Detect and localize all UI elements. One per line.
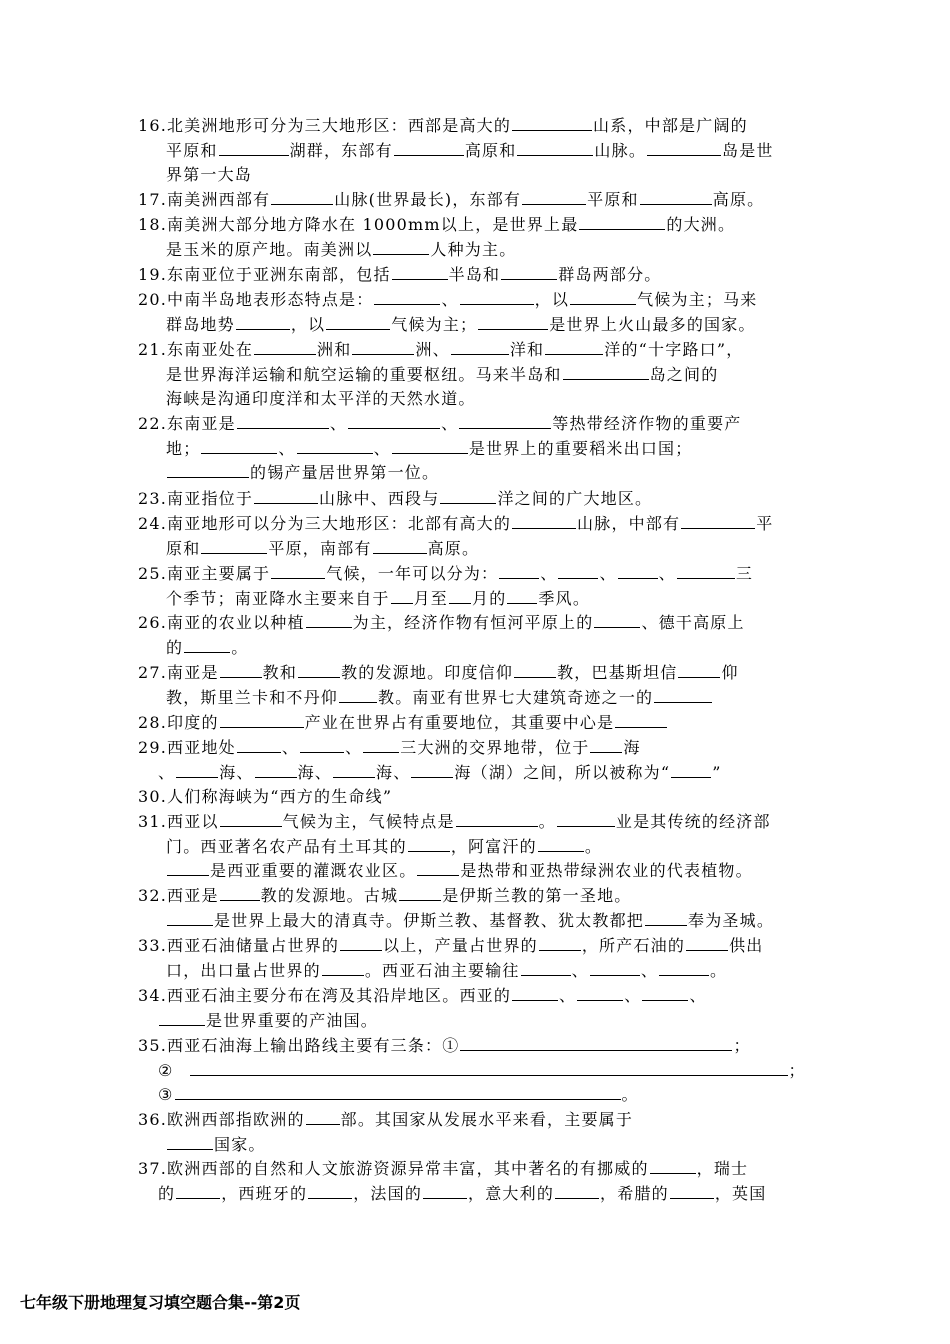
q18-text-3: 是玉米的原产地。南美洲以 xyxy=(166,239,373,259)
q20-text-2: 、 xyxy=(441,290,459,309)
q17-text-3: 平原和 xyxy=(587,190,639,209)
question-33 xyxy=(138,934,818,983)
q17-blank-2[interactable] xyxy=(522,189,586,205)
q22-text-1: 22.东南亚是 xyxy=(138,414,236,433)
q31-text-4: 业是其传统的经济部 xyxy=(615,812,771,831)
q28-text-1: 28.印度的 xyxy=(138,713,219,732)
q23-blank-1[interactable] xyxy=(254,488,318,504)
q31-text-6: ，阿富汗的 xyxy=(450,836,537,856)
q31-text-1: 31.西亚以 xyxy=(138,812,219,831)
q16-text-6: 山脉。 xyxy=(594,140,647,160)
q21-text-6: 是世界海洋运输和航空运输的重要枢纽。马来半岛和 xyxy=(166,364,562,384)
q24-blank-3[interactable] xyxy=(201,538,267,554)
q24-blank-4[interactable] xyxy=(373,538,427,554)
page-footer: 七年级下册地理复习填空题合集--第2页 xyxy=(20,1293,301,1312)
q18-text-4: 人种为主。 xyxy=(430,239,517,259)
q25-text-2: 气候，一年可以分为： xyxy=(326,564,499,583)
q29-text-8: 海、 xyxy=(297,762,333,782)
q37-text-8: ，英国 xyxy=(714,1183,767,1203)
q22-text-2: 、 xyxy=(329,414,348,433)
q23-text-3: 洋之间的广大地区。 xyxy=(497,489,653,508)
q29-blank-9[interactable] xyxy=(671,762,711,778)
question-17 xyxy=(138,188,818,213)
q32-text-1: 32.西亚是 xyxy=(138,886,219,905)
q20-blank-1[interactable] xyxy=(374,289,440,305)
q33-text-5: 口，出口量占世界的 xyxy=(166,960,321,980)
q35-blank-2[interactable] xyxy=(190,1060,788,1076)
q33-blank-3[interactable] xyxy=(686,935,728,951)
q29-text-1: 29.西亚地处 xyxy=(138,738,236,757)
q32-blank-1[interactable] xyxy=(220,885,260,901)
q16-blank-1[interactable] xyxy=(512,115,592,131)
q22-text-4: 等热带经济作物的重要产 xyxy=(552,414,742,433)
question-21 xyxy=(138,338,818,412)
q31-text-8: 是西亚重要的灌溉农业区。 xyxy=(210,861,417,881)
q24-text-6: 高原。 xyxy=(427,538,480,558)
q34-text-1: 34.西亚石油主要分布在湾及其沿岸地区。西亚的 xyxy=(138,986,512,1005)
q20-text-8: 是世界上火山最多的国家。 xyxy=(549,314,756,334)
q37-blank-5[interactable] xyxy=(555,1183,599,1199)
q20-text-3: ，以 xyxy=(534,290,570,309)
q18-blank-1[interactable] xyxy=(579,214,665,230)
q33-blank-7[interactable] xyxy=(659,960,709,976)
q17-blank-3[interactable] xyxy=(640,189,712,205)
q26-blank-3[interactable] xyxy=(184,637,230,653)
q22-text-7: 、 xyxy=(373,438,391,458)
q34-text-4: 、 xyxy=(689,986,707,1005)
question-31 xyxy=(138,810,818,884)
q30-text-1: 30.人们称海峡为“西方的生命线” xyxy=(138,787,393,806)
q27-blank-1[interactable] xyxy=(220,662,262,678)
q32-blank-3[interactable] xyxy=(167,910,213,926)
question-19 xyxy=(138,263,818,288)
q25-text-1: 25.南亚主要属于 xyxy=(138,564,271,583)
q29-text-5: 海 xyxy=(623,738,641,757)
q25-text-6: 三 xyxy=(735,564,754,583)
question-35 xyxy=(138,1034,818,1108)
q22-blank-4[interactable] xyxy=(201,438,277,454)
question-34 xyxy=(138,984,818,1033)
q22-text-6: 、 xyxy=(278,438,296,458)
q32-blank-2[interactable] xyxy=(399,885,441,901)
q31-text-5: 门。西亚著名农产品有土耳其的 xyxy=(166,836,407,856)
q16-text-8: 界第一大岛 xyxy=(166,165,253,185)
q31-blank-7[interactable] xyxy=(417,860,459,876)
q25-blank-8[interactable] xyxy=(507,588,537,604)
question-18 xyxy=(138,213,818,262)
q34-blank-1[interactable] xyxy=(512,985,558,1001)
q22-blank-1[interactable] xyxy=(237,413,329,429)
q34-text-5: 是世界重要的产油国。 xyxy=(206,1010,379,1030)
q33-text-4: 供出 xyxy=(729,936,764,955)
q27-blank-5[interactable] xyxy=(339,687,377,703)
q25-text-3: 、 xyxy=(540,564,558,583)
q33-text-8: 、 xyxy=(640,960,659,980)
q32-text-4: 是世界上最大的清真寺。伊斯兰教、基督教、犹太教都把 xyxy=(214,910,645,930)
q23-text-2: 山脉中、西段与 xyxy=(319,489,440,508)
q21-blank-5[interactable] xyxy=(563,364,649,380)
q24-blank-2[interactable] xyxy=(681,513,755,529)
q33-text-9: 。 xyxy=(710,960,728,980)
q37-blank-2[interactable] xyxy=(176,1183,220,1199)
q21-text-5: 洋的“十字路口”， xyxy=(604,340,744,359)
q18-text-2: 的大洲。 xyxy=(666,215,736,234)
question-16 xyxy=(138,114,818,188)
q37-text-7: ，希腊的 xyxy=(600,1183,669,1203)
q29-text-3: 、 xyxy=(345,738,363,757)
q29-text-10: 海（湖）之间，所以被称为“ xyxy=(454,762,671,782)
q25-text-7: 个季节；南亚降水主要来自于 xyxy=(166,588,390,608)
q31-blank-1[interactable] xyxy=(220,811,282,827)
q22-text-9: 的锡产量居世界第一位。 xyxy=(250,463,440,483)
q21-text-8: 海峡是沟通印度洋和太平洋的天然水道。 xyxy=(166,389,476,409)
q27-text-1: 27.南亚是 xyxy=(138,663,219,682)
q28-text-2: 产业在世界占有重要地位，其重要中心是 xyxy=(304,713,615,732)
q27-text-4: 教，巴基斯坦信 xyxy=(557,663,678,682)
q29-blank-4[interactable] xyxy=(590,737,622,753)
question-30 xyxy=(138,785,818,810)
question-27 xyxy=(138,661,818,710)
q16-blank-4[interactable] xyxy=(517,140,593,156)
q37-blank-6[interactable] xyxy=(670,1183,714,1199)
q27-text-3: 教的发源地。印度信仰 xyxy=(341,663,514,682)
q33-blank-1[interactable] xyxy=(340,935,382,951)
q25-blank-7[interactable] xyxy=(449,588,471,604)
q37-text-3: 的 xyxy=(158,1183,176,1203)
q34-text-3: 、 xyxy=(624,986,642,1005)
q20-text-4: 气候为主；马来 xyxy=(637,290,758,309)
q26-text-4: 的 xyxy=(166,637,184,657)
q29-blank-6[interactable] xyxy=(255,762,297,778)
q32-text-2: 教的发源地。古城 xyxy=(260,886,399,905)
q27-blank-4[interactable] xyxy=(678,662,720,678)
q20-text-7: 气候为主； xyxy=(391,314,478,334)
q35-text-2: ； xyxy=(733,1036,751,1055)
q19-text-1: 19.东南亚位于亚洲东南部，包括 xyxy=(138,265,391,284)
q29-blank-3[interactable] xyxy=(363,737,399,753)
q36-text-1: 36.欧洲西部指欧洲的 xyxy=(138,1110,305,1129)
q31-blank-6[interactable] xyxy=(167,860,209,876)
question-26 xyxy=(138,611,818,660)
q16-text-2: 山系，中部是广阔的 xyxy=(593,116,748,135)
q21-text-4: 洋和 xyxy=(509,340,545,359)
q25-blank-6[interactable] xyxy=(391,588,413,604)
q19-blank-1[interactable] xyxy=(392,264,448,280)
q25-blank-3[interactable] xyxy=(558,563,598,579)
question-20 xyxy=(138,288,818,337)
q21-blank-4[interactable] xyxy=(545,339,603,355)
q21-text-1: 21.东南亚处在 xyxy=(138,340,254,359)
q25-text-10: 季风。 xyxy=(538,588,591,608)
q24-text-1: 24.南亚地形可以分为三大地形区：北部有高大的 xyxy=(138,514,512,533)
q31-text-3: 。 xyxy=(538,812,556,831)
q36-blank-2[interactable] xyxy=(167,1134,213,1150)
q26-text-2: 为主，经济作物有恒河平原上的 xyxy=(352,613,594,632)
q17-text-2: 山脉(世界最长)，东部有 xyxy=(334,190,522,209)
q16-text-5: 高原和 xyxy=(464,140,517,160)
question-36 xyxy=(138,1108,818,1157)
q25-text-9: 月的 xyxy=(472,588,507,608)
q37-blank-4[interactable] xyxy=(423,1183,467,1199)
q29-text-11: ” xyxy=(712,762,722,782)
q35-text-4: ； xyxy=(788,1060,806,1080)
q35-blank-1[interactable] xyxy=(460,1035,732,1051)
q37-blank-3[interactable] xyxy=(308,1183,352,1199)
q29-text-7: 海、 xyxy=(219,762,254,782)
question-23 xyxy=(138,487,818,512)
q22-text-5: 地； xyxy=(166,438,201,458)
q16-text-7: 岛是世 xyxy=(722,140,774,160)
q17-text-1: 17.南美洲西部有 xyxy=(138,190,271,209)
q27-text-2: 教和 xyxy=(262,663,298,682)
q27-blank-2[interactable] xyxy=(298,662,340,678)
q19-blank-2[interactable] xyxy=(501,264,557,280)
q21-blank-2[interactable] xyxy=(352,339,414,355)
q24-text-5: 平原，南部有 xyxy=(268,538,372,558)
q20-text-6: ，以 xyxy=(290,314,326,334)
q35-text-3: ② xyxy=(158,1060,174,1080)
q20-text-1: 20.中南半岛地表形态特点是： xyxy=(138,290,374,309)
question-29 xyxy=(138,736,818,785)
q29-blank-1[interactable] xyxy=(237,737,281,753)
q33-text-7: 、 xyxy=(571,960,589,980)
q16-blank-5[interactable] xyxy=(647,140,721,156)
q20-blank-6[interactable] xyxy=(478,314,548,330)
q34-text-2: 、 xyxy=(559,986,577,1005)
q31-blank-5[interactable] xyxy=(538,836,584,852)
q20-blank-5[interactable] xyxy=(326,314,390,330)
q21-blank-3[interactable] xyxy=(451,339,509,355)
q25-text-8: 月至 xyxy=(413,588,449,608)
q25-blank-2[interactable] xyxy=(499,563,539,579)
q32-blank-4[interactable] xyxy=(645,910,687,926)
q24-text-4: 原和 xyxy=(166,538,201,558)
q22-text-8: 是世界上的重要稻米出口国； xyxy=(468,438,693,458)
q20-text-5: 群岛地势 xyxy=(166,314,235,334)
q36-text-2: 部。其国家从发展水平来看，主要属于 xyxy=(340,1110,634,1129)
q25-text-4: 、 xyxy=(599,564,617,583)
q24-blank-1[interactable] xyxy=(512,513,576,529)
q29-text-9: 海、 xyxy=(376,762,411,782)
q35-text-5: ③ xyxy=(158,1085,174,1105)
q37-text-5: ，法国的 xyxy=(353,1183,423,1203)
q21-text-3: 洲、 xyxy=(415,340,450,359)
q26-blank-1[interactable] xyxy=(306,612,352,628)
q21-text-7: 岛之间的 xyxy=(649,364,719,384)
q27-text-6: 教，斯里兰卡和不丹仰 xyxy=(166,687,339,707)
q37-text-4: ，西班牙的 xyxy=(221,1183,308,1203)
q37-text-2: ，瑞士 xyxy=(696,1159,749,1178)
q20-blank-3[interactable] xyxy=(570,289,636,305)
q16-text-1: 16.北美洲地形可分为三大地形区：西部是高大的 xyxy=(138,116,512,135)
question-25 xyxy=(138,562,818,611)
question-32 xyxy=(138,884,818,933)
q16-blank-2[interactable] xyxy=(219,140,289,156)
q31-blank-2[interactable] xyxy=(456,811,538,827)
q34-blank-3[interactable] xyxy=(642,985,688,1001)
q36-text-3: 国家。 xyxy=(214,1134,266,1154)
q37-text-1: 37.欧洲西部的自然和人文旅游资源异常丰富，其中著名的有挪威的 xyxy=(138,1159,649,1178)
q21-text-2: 洲和 xyxy=(317,340,352,359)
q29-blank-2[interactable] xyxy=(300,737,344,753)
q31-text-9: 是热带和亚热带绿洲农业的代表植物。 xyxy=(460,861,753,881)
q37-text-6: ，意大利的 xyxy=(468,1183,555,1203)
q31-blank-4[interactable] xyxy=(408,836,450,852)
q22-blank-5[interactable] xyxy=(297,438,373,454)
q33-blank-6[interactable] xyxy=(590,960,640,976)
q31-text-7: 。 xyxy=(584,836,603,856)
q35-text-6: 。 xyxy=(621,1085,639,1105)
q29-blank-5[interactable] xyxy=(176,762,218,778)
q26-text-5: 。 xyxy=(231,637,249,657)
q20-blank-2[interactable] xyxy=(460,289,534,305)
q20-blank-4[interactable] xyxy=(236,314,290,330)
q27-text-5: 仰 xyxy=(721,663,739,682)
q36-blank-1[interactable] xyxy=(306,1109,340,1125)
q25-text-5: 、 xyxy=(658,564,676,583)
q26-text-1: 26.南亚的农业以种植 xyxy=(138,613,305,632)
q34-blank-2[interactable] xyxy=(577,985,623,1001)
q29-blank-7[interactable] xyxy=(333,762,375,778)
q23-text-1: 23.南亚指位于 xyxy=(138,489,254,508)
q33-text-1: 33.西亚石油储量占世界的 xyxy=(138,936,340,955)
q17-text-4: 高原。 xyxy=(712,190,765,209)
q37-blank-1[interactable] xyxy=(650,1158,696,1174)
q29-text-2: 、 xyxy=(281,738,300,757)
q33-text-6: 。西亚石油主要输往 xyxy=(364,960,520,980)
question-37 xyxy=(138,1157,818,1206)
q31-text-2: 气候为主，气候特点是 xyxy=(282,812,455,831)
q31-blank-3[interactable] xyxy=(557,811,615,827)
q27-blank-3[interactable] xyxy=(514,662,556,678)
q24-text-2: 山脉，中部有 xyxy=(577,514,681,533)
q16-text-3: 平原和 xyxy=(166,140,218,160)
q33-text-2: 以上，产量占世界的 xyxy=(383,936,538,955)
q33-blank-5[interactable] xyxy=(521,960,571,976)
q18-blank-2[interactable] xyxy=(373,239,429,255)
q24-text-3: 平 xyxy=(756,514,774,533)
q35-blank-3[interactable] xyxy=(175,1084,621,1100)
q18-text-1: 18.南美洲大部分地方降水在 1000mm以上，是世界上最 xyxy=(138,215,579,234)
q28-blank-2[interactable] xyxy=(615,712,667,728)
q29-text-6: 、 xyxy=(158,762,176,782)
q27-text-7: 教。南亚有世界七大建筑奇迹之一的 xyxy=(378,687,654,707)
q22-blank-2[interactable] xyxy=(348,413,440,429)
question-28 xyxy=(138,711,818,736)
q16-text-4: 湖群，东部有 xyxy=(289,140,393,160)
q26-text-3: 、德干高原上 xyxy=(641,613,745,632)
q22-text-3: 、 xyxy=(441,414,459,433)
q35-text-1: 35.西亚石油海上输出路线主要有三条：① xyxy=(138,1036,460,1055)
q29-text-4: 三大洲的交界地带，位于 xyxy=(400,738,590,757)
q21-blank-1[interactable] xyxy=(254,339,316,355)
q33-blank-2[interactable] xyxy=(539,935,581,951)
q19-text-3: 群岛两部分。 xyxy=(558,265,662,284)
question-22 xyxy=(138,412,818,486)
q29-blank-8[interactable] xyxy=(411,762,453,778)
q22-blank-7[interactable] xyxy=(167,462,249,478)
q33-text-3: ，所产石油的 xyxy=(581,936,686,955)
q22-blank-3[interactable] xyxy=(459,413,551,429)
q33-blank-4[interactable] xyxy=(322,960,364,976)
q32-text-5: 奉为圣城。 xyxy=(688,910,775,930)
q25-blank-1[interactable] xyxy=(271,563,325,579)
q26-blank-2[interactable] xyxy=(594,612,640,628)
q28-blank-1[interactable] xyxy=(220,712,304,728)
q34-blank-4[interactable] xyxy=(159,1010,205,1026)
q17-blank-1[interactable] xyxy=(271,189,333,205)
q32-text-3: 是伊斯兰教的第一圣地。 xyxy=(442,886,632,905)
q25-blank-4[interactable] xyxy=(618,563,658,579)
q22-blank-6[interactable] xyxy=(392,438,468,454)
q19-text-2: 半岛和 xyxy=(448,265,501,284)
q16-blank-3[interactable] xyxy=(394,140,464,156)
question-24 xyxy=(138,512,818,561)
q25-blank-5[interactable] xyxy=(677,563,735,579)
q23-blank-2[interactable] xyxy=(440,488,496,504)
q27-blank-6[interactable] xyxy=(654,687,712,703)
